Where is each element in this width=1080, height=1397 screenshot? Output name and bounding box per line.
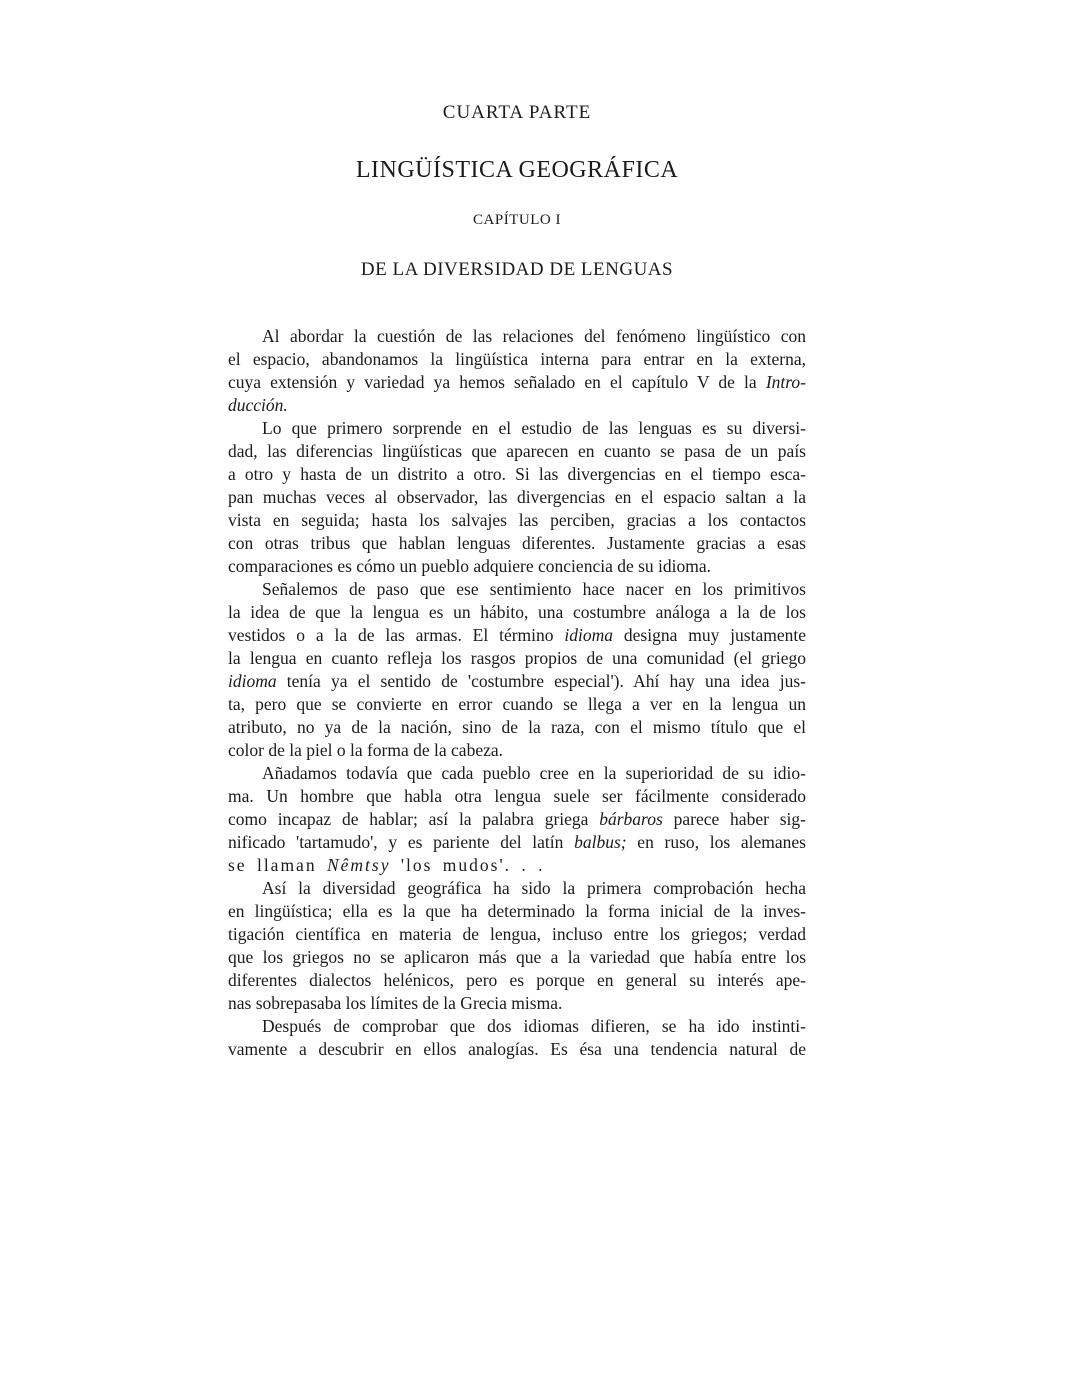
text-run: color de la piel o la forma de la cabeza. (228, 740, 503, 760)
text-run: como incapaz de hablar; así la palabra griega (228, 809, 600, 829)
text-run-italic: balbus; (574, 832, 627, 852)
text-run: diferentes dialectos helénicos, pero es porque en general su interés ape- (228, 970, 806, 990)
text-run: Al abordar la cuestión de las relaciones del fenómeno lingüístico con (262, 326, 806, 346)
text-line (228, 808, 806, 831)
text-run: designa muy justamente (613, 625, 806, 645)
text-line (228, 716, 806, 739)
paragraph (228, 578, 806, 762)
text-line (228, 578, 806, 601)
text-run: parece haber sig- (662, 809, 806, 829)
text-run: ta, pero que se convierte en error cuando se llega a ver en la lengua un (228, 694, 806, 714)
text-run: comparaciones es cómo un pueblo adquiere conciencia de su idioma. (228, 556, 712, 576)
text-run: en lingüística; ella es la que ha determinado la forma inicial de la inves- (228, 901, 806, 921)
text-line (228, 555, 806, 578)
paragraph (228, 417, 806, 578)
paragraph (228, 1015, 806, 1061)
text-run-italic: Nêmtsy (326, 855, 391, 875)
paragraph (228, 877, 806, 1015)
text-line (228, 371, 806, 394)
text-line (228, 854, 806, 877)
text-line (228, 785, 806, 808)
paragraph (228, 325, 806, 417)
text-run-italic: ducción. (228, 395, 288, 415)
text-run: vestidos o a la de las armas. El término (228, 625, 565, 645)
text-run: dad, las diferencias lingüísticas que aparecen en cuanto se pasa de un país (228, 441, 806, 461)
text-run-italic: bárbaros (599, 809, 663, 829)
text-line (228, 831, 806, 854)
text-line (228, 417, 806, 440)
text-run: Señalemos de paso que ese sentimiento hace nacer en los primitivos (262, 579, 806, 599)
text-run-italic: idioma (564, 625, 614, 645)
text-run: pan muchas veces al observador, las divergencias en el espacio saltan a la (228, 487, 806, 507)
text-line (228, 1038, 806, 1061)
text-run: que los griegos no se aplicaron más que a la variedad que había entre los (228, 947, 806, 967)
text-line (228, 877, 806, 900)
text-run: tigación científica en materia de lengua, incluso entre los griegos; verdad (228, 924, 806, 944)
text-run: cuya extensión y variedad ya hemos señalado en el capítulo V de la (228, 372, 766, 392)
text-run: nas sobrepasaba los límites de la Grecia misma. (228, 993, 563, 1013)
text-line (228, 647, 806, 670)
text-line (228, 992, 806, 1015)
text-line (228, 739, 806, 762)
text-line (228, 509, 806, 532)
text-run: 'los mudos'. . . (390, 855, 545, 875)
part-heading: CUARTA PARTE (442, 102, 592, 123)
text-run: vista en seguida; hasta los salvajes las perciben, gracias a los contactos (228, 510, 806, 530)
text-run: atributo, no ya de la nación, sino de la raza, con el mismo título que el (228, 717, 806, 737)
text-block (228, 0, 806, 1061)
text-run: Añadamos todavía que cada pueblo cree en la superioridad de su idio- (262, 763, 806, 783)
text-run: en ruso, los alemanes (626, 832, 806, 852)
chapter-heading: CAPÍTULO I (473, 212, 561, 228)
text-line (228, 394, 806, 417)
text-run-italic: idioma (228, 671, 277, 691)
text-line (228, 762, 806, 785)
text-line (228, 670, 806, 693)
text-line (228, 969, 806, 992)
text-run: el espacio, abandonamos la lingüística interna para entrar en la externa, (228, 349, 806, 369)
text-line (228, 601, 806, 624)
text-run: la lengua en cuanto refleja los rasgos propios de una comunidad (el griego (228, 648, 806, 668)
text-line (228, 532, 806, 555)
paragraphs (228, 325, 806, 1061)
text-line (228, 348, 806, 371)
text-run: tenía ya el sentido de 'costumbre especial'). Ahí hay una idea jus- (276, 671, 806, 691)
text-line (228, 900, 806, 923)
text-line (228, 923, 806, 946)
text-line (228, 440, 806, 463)
text-run: nificado 'tartamudo', y es pariente del latín (228, 832, 575, 852)
text-line (228, 463, 806, 486)
text-run: Lo que primero sorprende en el estudio de las lenguas es su diversi- (262, 418, 806, 438)
paragraph (228, 762, 806, 877)
text-line (228, 325, 806, 348)
text-run: Así la diversidad geográfica ha sido la primera comprobación hecha (262, 878, 806, 898)
text-line (228, 946, 806, 969)
text-line (228, 624, 806, 647)
text-run: la idea de que la lengua es un hábito, una costumbre análoga a la de los (228, 602, 806, 622)
text-run: Después de comprobar que dos idiomas difieren, se ha ido instinti- (262, 1016, 806, 1036)
text-run: ma. Un hombre que habla otra lengua suele ser fácilmente considerado (228, 786, 806, 806)
text-line (228, 1015, 806, 1038)
text-run: se llaman (228, 855, 327, 875)
text-run: con otras tribus que hablan lenguas diferentes. Justamente gracias a esas (228, 533, 806, 553)
text-line (228, 486, 806, 509)
text-run: a otro y hasta de un distrito a otro. Si las divergencias en el tiempo esca- (228, 464, 806, 484)
text-line (228, 693, 806, 716)
text-run: vamente a descubrir en ellos analogías. Es ésa una tendencia natural de (228, 1039, 806, 1059)
text-run-italic: Intro- (765, 372, 806, 392)
chapter-title: DE LA DIVERSIDAD DE LENGUAS (360, 259, 674, 280)
main-title: LINGÜÍSTICA GEOGRÁFICA (355, 157, 679, 183)
